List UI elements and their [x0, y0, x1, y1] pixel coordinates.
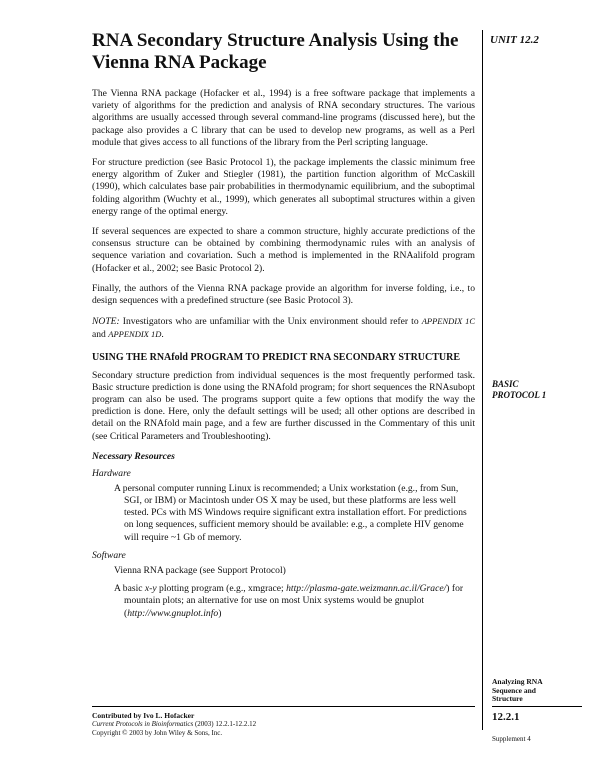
supplement-label: Supplement 4 — [492, 734, 531, 743]
page-title: RNA Secondary Structure Analysis Using the Vienna RNA Package — [92, 30, 459, 73]
software-item-plotting: A basic x-y plotting program (e.g., xmgrace; http://plasma-gate.weizmann.ac.il/Grace/) for mountain plots; an alternative for use on most Unix systems would be gnuplot (http://www.gnuplot.info) — [114, 583, 464, 619]
page-number: 12.2.1 — [492, 710, 520, 723]
section-paragraph: Secondary structure prediction from individual sequences is the most frequently performed task. Basic structure prediction is done using the RNAfold program; for short sequences the RNAsubopt program can also be used. The programs support quite a few options that modify the way the prediction is done. Here, only the default settings will be used; all other options are described in detail on the RNAfold main page, and a few are further discussed in the Commentary of this unit (see Critical Parameters and Troubleshooting). — [92, 369, 475, 442]
grace-url-link[interactable]: http://plasma-gate.weizmann.ac.il/Grace/ — [286, 583, 447, 595]
intro-paragraph-4: Finally, the authors of the Vienna RNA package provide an algorithm for inverse folding, i.e., to design sequences with a predefined structure (see Basic Protocol 3). — [92, 282, 475, 307]
unit-label: UNIT 12.2 — [490, 34, 539, 46]
intro-paragraph-1: The Vienna RNA package (Hofacker et al., 1994) is a free software package that implements a variety of algorithms for the prediction and analysis of RNA secondary structures. The various algorithms are usually accessed through several command-line programs (discussed here), but the package also provides a C library that can be used to develop new programs, as well as a Perl module that gives access to all functions of the library from the Perl scripting language. — [92, 88, 475, 148]
software-item-vienna: Vienna RNA package (see Support Protocol) — [114, 564, 286, 576]
main-column — [92, 30, 475, 626]
contributor: Contributed by Ivo L. Hofacker — [92, 711, 195, 720]
citation-line: Current Protocols in Bioinformatics (2003) 12.2.1-12.2.12 — [92, 720, 257, 728]
note-paragraph: NOTE: Investigators who are unfamiliar with the Unix environment should refer to APPENDIX 1C and APPENDIX 1D. — [92, 316, 475, 341]
side-footer — [492, 678, 582, 743]
column-divider — [482, 30, 483, 730]
section-heading: USING THE RNAfold PROGRAM TO PREDICT RNA SECONDARY STRUCTURE — [92, 351, 461, 363]
note-text: Investigators who are unfamiliar with the Unix environment should refer to — [119, 316, 422, 328]
copyright-line: Copyright © 2003 by John Wiley & Sons, Inc. — [92, 729, 223, 737]
page-footer — [92, 706, 475, 738]
intro-paragraph-3: If several sequences are expected to share a common structure, highly accurate predictions of the consensus structure can be obtained by combining thermodynamic rules with an analysis of sequence variation and covariation. Such a method is implemented in the RNAalifold program (Hofacker et al., 2002; see Basic Protocol 2). — [92, 226, 475, 274]
software-heading: Software — [92, 549, 126, 561]
side-footer-rule — [492, 706, 582, 707]
appendix-1d-link[interactable]: APPENDIX 1D — [108, 329, 162, 340]
category-label: Analyzing RNA Sequence and Structure — [492, 677, 543, 703]
protocol-side-label: BASIC PROTOCOL 1 — [492, 379, 547, 400]
hardware-item: A personal computer running Linux is recommended; a Unix workstation (e.g., from Sun, SGI, or IBM) or Macintosh under OS X may be used, but these platforms are less well tested. PCs with MS Windows require significant extra installation effort. For predictions on long sequences, sufficient memory should be available: e.g., a complete HIV genome will require ~1 Gb of memory. — [114, 482, 467, 543]
appendix-1c-link[interactable]: APPENDIX 1C — [421, 316, 475, 327]
gnuplot-url-link[interactable]: http://www.gnuplot.info — [127, 607, 219, 619]
hardware-heading: Hardware — [92, 467, 131, 479]
intro-paragraph-2: For structure prediction (see Basic Protocol 1), the package implements the classic minimum free energy algorithm of Zuker and Stiegler (1981), the partition function algorithm of McCaskill (1990), which calculates base pair probabilities in thermodynamic equilibrium, and the suboptimal folding algorithm (Wuchty et al., 1999), which generates all suboptimal structures within a given energy range of the optimal energy. — [92, 157, 475, 217]
note-label: NOTE: — [92, 316, 120, 328]
resources-heading: Necessary Resources — [92, 450, 175, 462]
